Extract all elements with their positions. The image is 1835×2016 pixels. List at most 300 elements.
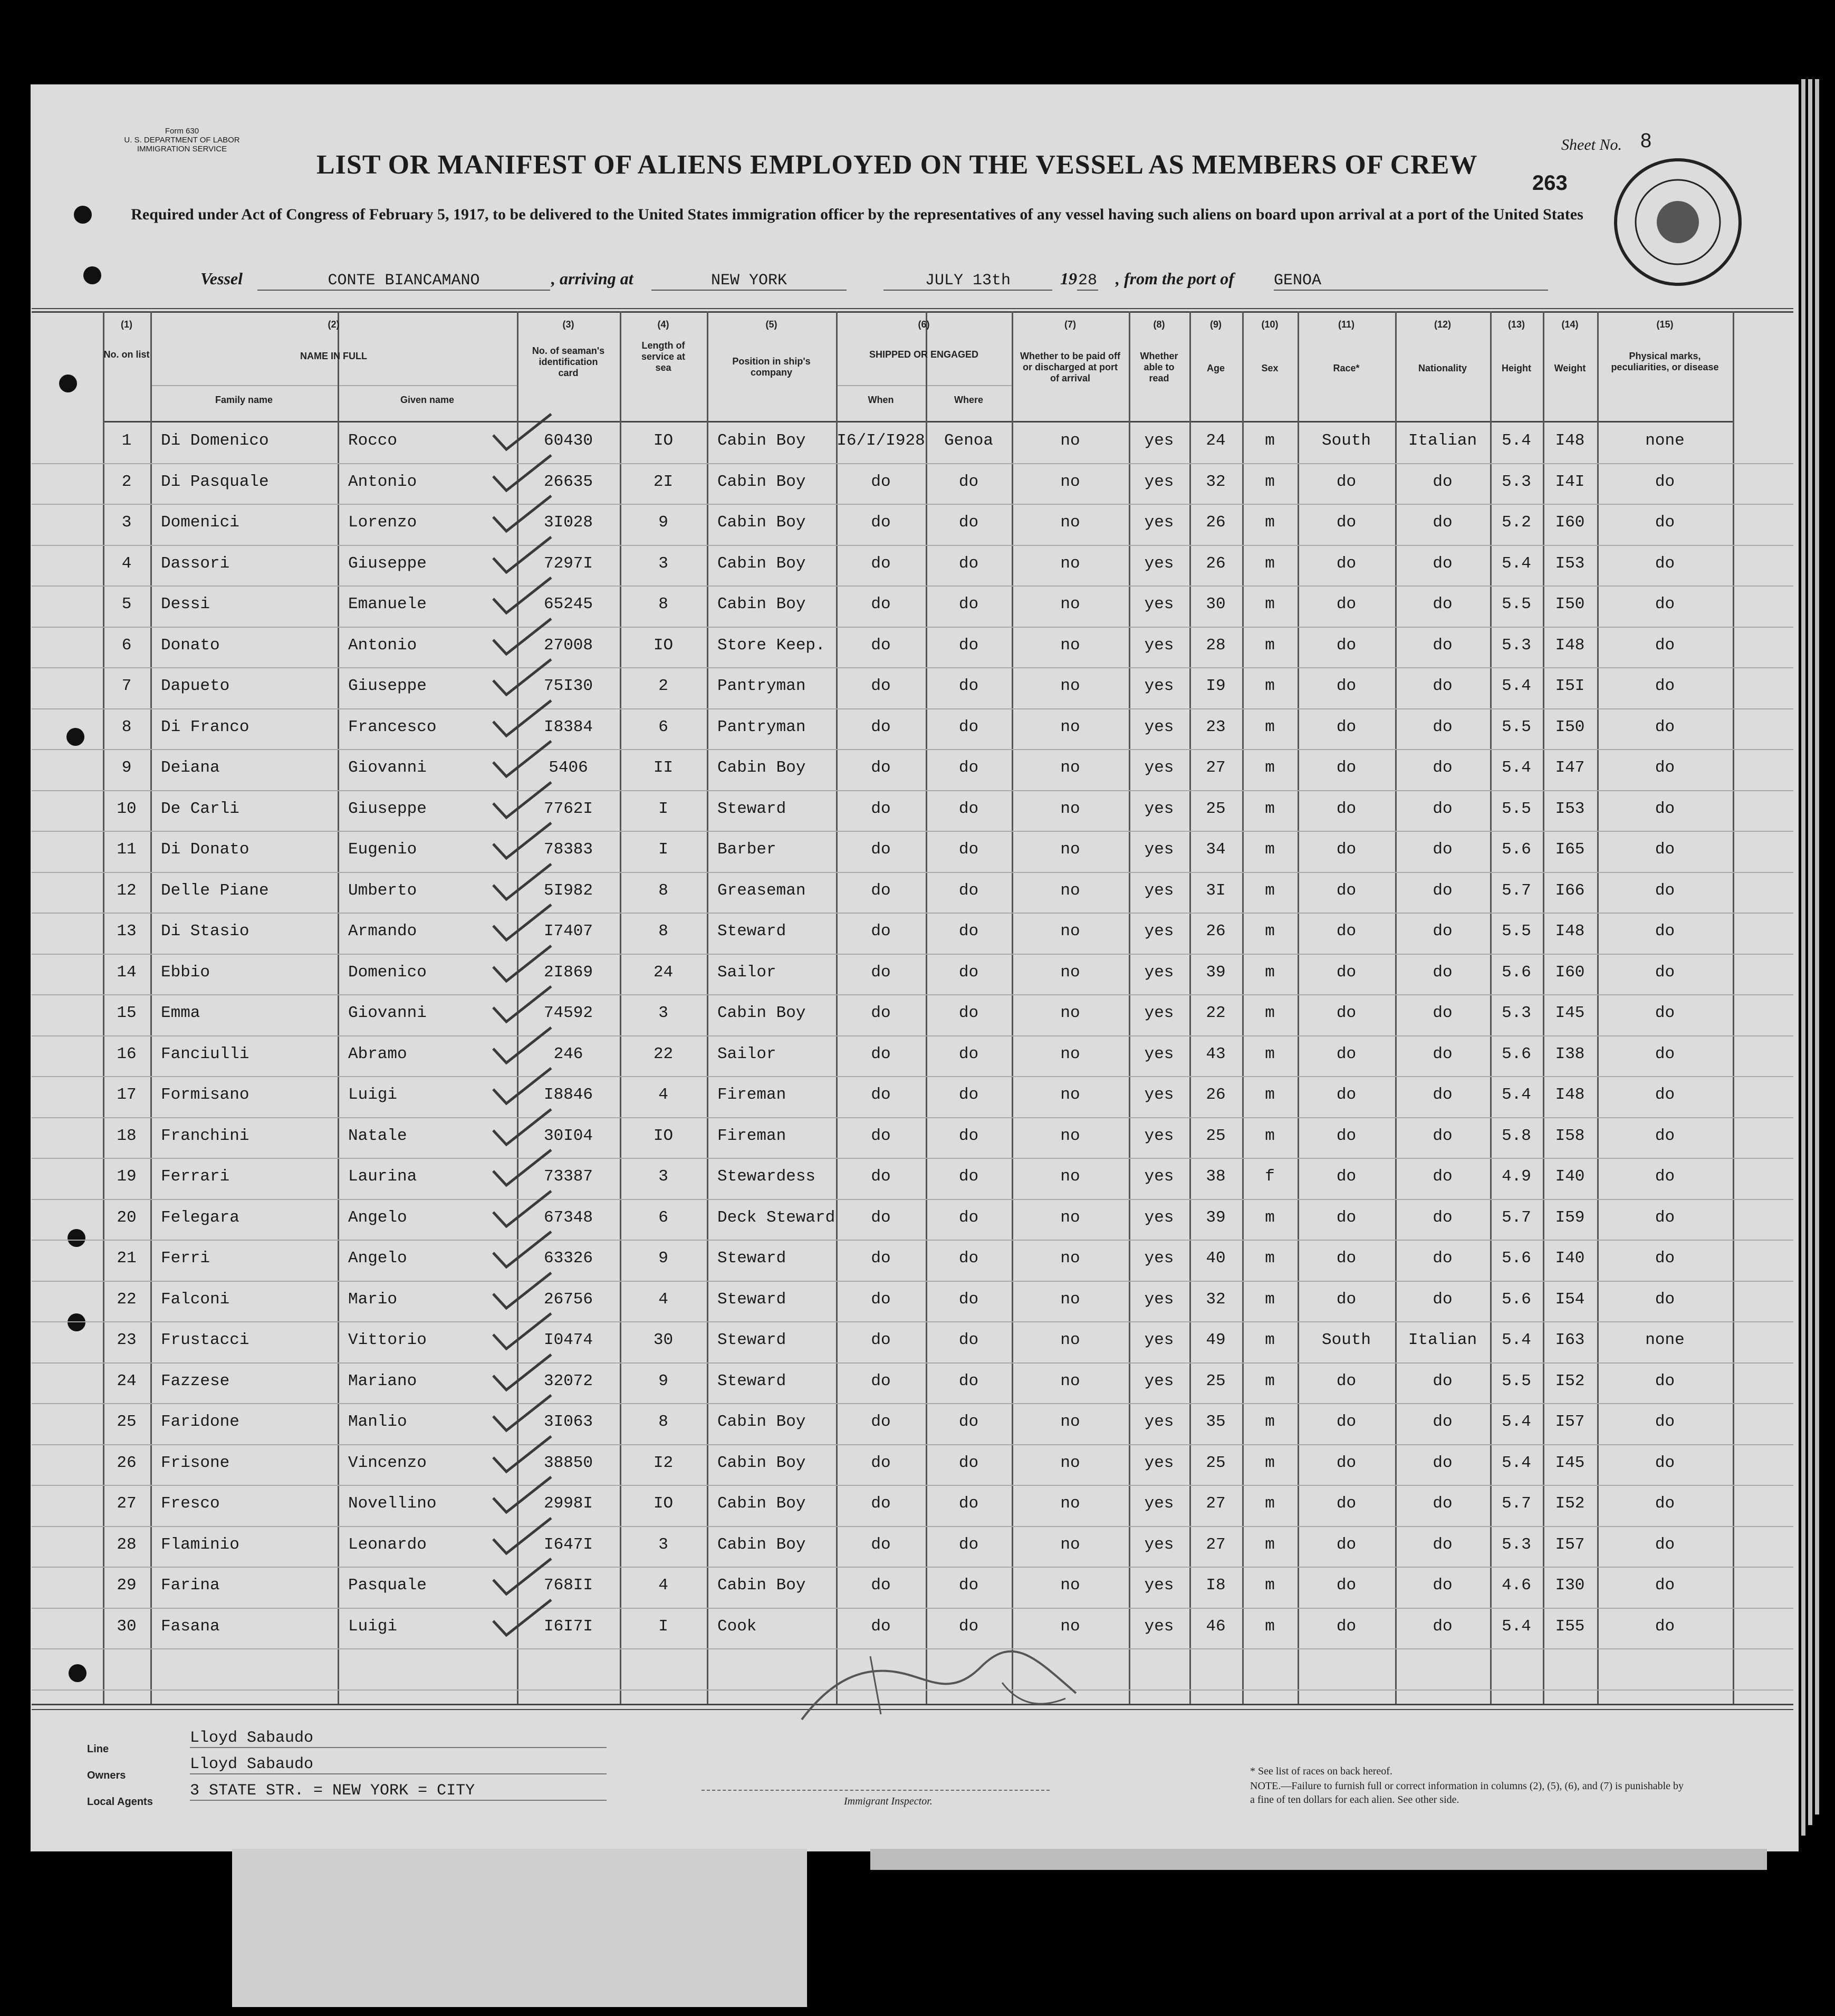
cell-position: Cabin Boy — [717, 595, 806, 613]
cell-given: Laurina — [348, 1167, 417, 1186]
binder-hole — [66, 728, 84, 746]
check-mark-icon — [491, 1107, 554, 1149]
cell-weight: I59 — [1555, 1208, 1585, 1227]
check-mark-icon — [491, 1311, 554, 1353]
cell-where: do — [958, 1126, 979, 1145]
cell-read: yes — [1144, 1413, 1174, 1431]
cell-service: 3 — [658, 554, 668, 573]
cell-paid: no — [1060, 1249, 1080, 1268]
cell-given: Luigi — [348, 1617, 398, 1636]
cell-weight: I50 — [1555, 595, 1585, 613]
cell-read: yes — [1144, 1617, 1174, 1636]
cell-when: I6/I/I928 — [837, 431, 925, 450]
cell-position: Pantryman — [717, 677, 806, 695]
check-mark-icon — [491, 902, 554, 944]
cell-service: 9 — [658, 1371, 668, 1390]
cell-service: I2 — [653, 1453, 674, 1472]
row-rule — [32, 1158, 1793, 1159]
cell-where: do — [958, 1331, 979, 1349]
cell-family: Ferrari — [161, 1167, 230, 1186]
cell-age: I8 — [1206, 1576, 1226, 1595]
paper-stub — [870, 1849, 1767, 1870]
cell-read: yes — [1144, 1331, 1174, 1349]
cell-race: do — [1336, 1576, 1357, 1595]
cell-height: 5.3 — [1502, 1535, 1531, 1554]
row-rule — [32, 1526, 1793, 1527]
header-when: When — [868, 395, 894, 405]
row-rule — [32, 1608, 1793, 1609]
cell-no: 3 — [121, 513, 132, 532]
cell-paid: no — [1060, 1617, 1080, 1636]
cell-height: 5.4 — [1502, 1413, 1531, 1431]
cell-read: yes — [1144, 1494, 1174, 1513]
column-number: (4) — [657, 319, 669, 330]
cell-weight: I58 — [1555, 1126, 1585, 1145]
cell-given: Antonio — [348, 636, 417, 655]
header-sex: Sex — [1261, 363, 1279, 373]
cell-paid: no — [1060, 1413, 1080, 1431]
column-number: (11) — [1338, 319, 1355, 330]
sheet-number-label: Sheet No. — [1561, 136, 1622, 153]
check-mark-icon — [491, 657, 554, 699]
cell-read: yes — [1144, 554, 1174, 573]
cell-weight: I57 — [1555, 1535, 1585, 1554]
cell-height: 5.6 — [1502, 1290, 1531, 1309]
cell-marks: do — [1655, 677, 1675, 695]
cell-marks: do — [1655, 1126, 1675, 1145]
cell-family: Ferri — [161, 1249, 210, 1268]
cell-height: 5.6 — [1502, 1044, 1531, 1063]
cell-where: do — [958, 1576, 979, 1595]
cell-nationality: do — [1433, 1576, 1453, 1595]
cell-service: I — [658, 1617, 668, 1636]
cell-read: yes — [1144, 677, 1174, 695]
cell-age: I9 — [1206, 677, 1226, 695]
cell-race: do — [1336, 717, 1357, 736]
cell-sex: m — [1265, 677, 1275, 695]
cell-nationality: do — [1433, 554, 1453, 573]
cell-card: 5406 — [549, 759, 588, 777]
cell-race: do — [1336, 513, 1357, 532]
cell-family: Franchini — [161, 1126, 249, 1145]
cell-weight: I4I — [1555, 472, 1585, 491]
cell-height: 5.2 — [1502, 513, 1531, 532]
cell-read: yes — [1144, 1290, 1174, 1309]
cell-nationality: do — [1433, 1249, 1453, 1268]
column-rule — [338, 385, 339, 1704]
stamp-number: 263 — [1532, 171, 1568, 195]
cell-paid: no — [1060, 595, 1080, 613]
header-race: Race* — [1333, 363, 1360, 373]
cell-sex: m — [1265, 554, 1275, 573]
cell-family: Di Stasio — [161, 922, 249, 940]
cell-card: 73387 — [543, 1167, 593, 1186]
cell-where: do — [958, 677, 979, 695]
cell-height: 5.4 — [1502, 1086, 1531, 1104]
cell-read: yes — [1144, 1249, 1174, 1268]
cell-no: 13 — [117, 922, 137, 940]
cell-position: Steward — [717, 799, 786, 818]
column-number: (2) — [328, 319, 340, 330]
cell-race: South — [1321, 1331, 1371, 1349]
cell-marks: do — [1655, 1044, 1675, 1063]
cell-position: Cabin Boy — [717, 1576, 806, 1595]
cell-card: 26756 — [543, 1290, 593, 1309]
cell-nationality: do — [1433, 1208, 1453, 1227]
cell-when: do — [871, 595, 891, 613]
cell-no: 10 — [117, 799, 137, 818]
cell-where: do — [958, 1208, 979, 1227]
cell-age: 38 — [1206, 1167, 1226, 1186]
cell-paid: no — [1060, 1331, 1080, 1349]
cell-age: 35 — [1206, 1413, 1226, 1431]
cell-sex: m — [1265, 759, 1275, 777]
cell-where: do — [958, 1004, 979, 1022]
cell-weight: I63 — [1555, 1331, 1585, 1349]
cell-marks: do — [1655, 717, 1675, 736]
check-mark-icon — [491, 534, 554, 577]
cell-race: do — [1336, 1413, 1357, 1431]
cell-card: 67348 — [543, 1208, 593, 1227]
cell-family: Fazzese — [161, 1371, 230, 1390]
column-number: (10) — [1261, 319, 1279, 330]
cell-no: 26 — [117, 1453, 137, 1472]
cell-position: Cabin Boy — [717, 1453, 806, 1472]
cell-service: 24 — [653, 963, 674, 982]
row-rule — [32, 504, 1793, 505]
check-mark-icon — [491, 1434, 554, 1476]
cell-when: do — [871, 1208, 891, 1227]
cell-no: 27 — [117, 1494, 137, 1513]
row-rule — [32, 749, 1793, 750]
cell-no: 24 — [117, 1371, 137, 1390]
cell-paid: no — [1060, 1453, 1080, 1472]
cell-card: 32072 — [543, 1371, 593, 1390]
cell-service: 6 — [658, 717, 668, 736]
cell-family: Frisone — [161, 1453, 230, 1472]
cell-family: Flaminio — [161, 1535, 239, 1554]
cell-service: 22 — [653, 1044, 674, 1063]
cell-no: 7 — [121, 677, 132, 695]
cell-weight: I48 — [1555, 1086, 1585, 1104]
row-rule — [32, 954, 1793, 955]
cell-service: IO — [653, 1494, 674, 1513]
cell-marks: do — [1655, 881, 1675, 900]
cell-nationality: do — [1433, 1371, 1453, 1390]
cell-marks: none — [1645, 1331, 1685, 1349]
cell-nationality: do — [1433, 1290, 1453, 1309]
cell-sex: m — [1265, 1126, 1275, 1145]
cell-given: Emanuele — [348, 595, 427, 613]
cell-service: 6 — [658, 1208, 668, 1227]
cell-service: 4 — [658, 1290, 668, 1309]
cell-height: 5.3 — [1502, 636, 1531, 655]
cell-card: I8384 — [543, 717, 593, 736]
cell-nationality: do — [1433, 1494, 1453, 1513]
cell-nationality: do — [1433, 1167, 1453, 1186]
cell-card: 65245 — [543, 595, 593, 613]
cell-age: 26 — [1206, 513, 1226, 532]
cell-age: 23 — [1206, 717, 1226, 736]
cell-race: do — [1336, 554, 1357, 573]
cell-paid: no — [1060, 1535, 1080, 1554]
header-able-to-read: Whether able to read — [1140, 351, 1178, 383]
cell-service: 2 — [658, 677, 668, 695]
cell-family: Fresco — [161, 1494, 220, 1513]
cell-service: 2I — [653, 472, 674, 491]
cell-marks: do — [1655, 759, 1675, 777]
cell-card: 246 — [553, 1044, 583, 1063]
cell-paid: no — [1060, 799, 1080, 818]
cell-where: do — [958, 881, 979, 900]
column-number: (6) — [918, 319, 930, 330]
cell-sex: m — [1265, 1535, 1275, 1554]
cell-position: Pantryman — [717, 717, 806, 736]
cell-marks: do — [1655, 636, 1675, 655]
row-rule — [32, 913, 1793, 914]
cell-height: 5.4 — [1502, 677, 1531, 695]
cell-when: do — [871, 963, 891, 982]
header-nationality: Nationality — [1418, 363, 1467, 373]
cell-weight: I48 — [1555, 636, 1585, 655]
cell-read: yes — [1144, 431, 1174, 450]
cell-race: do — [1336, 1208, 1357, 1227]
cell-family: Domenici — [161, 513, 239, 532]
cell-age: 32 — [1206, 472, 1226, 491]
cell-given: Natale — [348, 1126, 407, 1145]
inspector-signature-line — [702, 1790, 1050, 1791]
cell-card: 2998I — [543, 1494, 593, 1513]
cell-sex: m — [1265, 513, 1275, 532]
cell-paid: no — [1060, 431, 1080, 450]
cell-position: Stewardess — [717, 1167, 816, 1186]
cell-read: yes — [1144, 1576, 1174, 1595]
agents-value: 3 STATE STR. = NEW YORK = CITY — [190, 1782, 607, 1801]
cell-nationality: do — [1433, 1086, 1453, 1104]
cell-card: 3I028 — [543, 513, 593, 532]
cell-height: 5.4 — [1502, 1453, 1531, 1472]
cell-height: 5.3 — [1502, 472, 1531, 491]
cell-card: 60430 — [543, 431, 593, 450]
cell-height: 5.7 — [1502, 1494, 1531, 1513]
header-position: Position in ship's company — [732, 356, 811, 378]
cell-where: do — [958, 717, 979, 736]
cell-no: 8 — [121, 717, 132, 736]
cell-family: Fanciulli — [161, 1044, 249, 1063]
header-given-name: Given name — [400, 395, 455, 405]
cell-card: 78383 — [543, 840, 593, 859]
check-mark-icon — [491, 1065, 554, 1108]
cell-weight: I40 — [1555, 1167, 1585, 1186]
cell-weight: I47 — [1555, 759, 1585, 777]
cell-sex: m — [1265, 799, 1275, 818]
cell-card: I7407 — [543, 922, 593, 940]
cell-weight: I48 — [1555, 431, 1585, 450]
cell-given: Giuseppe — [348, 677, 427, 695]
cell-position: Steward — [717, 1249, 786, 1268]
cell-given: Angelo — [348, 1249, 407, 1268]
binder-hole — [69, 1664, 87, 1682]
cell-sex: m — [1265, 1494, 1275, 1513]
cell-read: yes — [1144, 963, 1174, 982]
cell-sex: m — [1265, 472, 1275, 491]
cell-when: do — [871, 881, 891, 900]
department-name: U. S. DEPARTMENT OF LABOR — [124, 136, 240, 145]
cell-when: do — [871, 1249, 891, 1268]
cell-age: 34 — [1206, 840, 1226, 859]
check-mark-icon — [491, 1188, 554, 1231]
cell-family: Dapueto — [161, 677, 230, 695]
cell-height: 5.6 — [1502, 1249, 1531, 1268]
cell-given: Giuseppe — [348, 554, 427, 573]
cell-family: Emma — [161, 1004, 200, 1022]
vessel-label: Vessel — [200, 269, 243, 288]
cell-paid: no — [1060, 922, 1080, 940]
column-number: (13) — [1507, 319, 1525, 330]
cell-sex: m — [1265, 1249, 1275, 1268]
cell-card: 75I30 — [543, 677, 593, 695]
cell-family: Faridone — [161, 1413, 239, 1431]
column-number: (9) — [1210, 319, 1222, 330]
page-edge — [1801, 79, 1805, 1836]
cell-marks: do — [1655, 840, 1675, 859]
cell-age: 24 — [1206, 431, 1226, 450]
form-id — [121, 127, 243, 153]
cell-where: Genoa — [944, 431, 993, 450]
column-number: (8) — [1153, 319, 1165, 330]
table-top-rule — [32, 311, 1793, 313]
cell-given: Mario — [348, 1290, 398, 1309]
cell-paid: no — [1060, 1044, 1080, 1063]
cell-no: 22 — [117, 1290, 137, 1309]
cell-given: Giovanni — [348, 1004, 427, 1022]
row-rule — [32, 1281, 1793, 1282]
cell-card: 26635 — [543, 472, 593, 491]
cell-nationality: do — [1433, 513, 1453, 532]
column-rule — [1733, 311, 1734, 1704]
cell-position: Cabin Boy — [717, 1535, 806, 1554]
header-weight: Weight — [1554, 363, 1586, 373]
cell-card: 38850 — [543, 1453, 593, 1472]
cell-where: do — [958, 1413, 979, 1431]
cell-nationality: do — [1433, 799, 1453, 818]
cell-where: do — [958, 1249, 979, 1268]
cell-where: do — [958, 1044, 979, 1063]
cell-age: 32 — [1206, 1290, 1226, 1309]
cell-given: Novellino — [348, 1494, 437, 1513]
cell-paid: no — [1060, 1371, 1080, 1390]
cell-race: do — [1336, 1086, 1357, 1104]
cell-family: Deiana — [161, 759, 220, 777]
cell-weight: I57 — [1555, 1413, 1585, 1431]
cell-height: 5.7 — [1502, 881, 1531, 900]
cell-no: 25 — [117, 1413, 137, 1431]
cell-family: Di Domenico — [161, 431, 269, 450]
cell-age: 25 — [1206, 1126, 1226, 1145]
cell-read: yes — [1144, 1044, 1174, 1063]
header-bottom-rule — [103, 421, 1733, 423]
owners-label: Owners — [87, 1770, 126, 1781]
cell-height: 5.8 — [1502, 1126, 1531, 1145]
cell-paid: no — [1060, 1576, 1080, 1595]
cell-service: I — [658, 840, 668, 859]
cell-weight: I60 — [1555, 963, 1585, 982]
cell-paid: no — [1060, 1086, 1080, 1104]
cell-paid: no — [1060, 677, 1080, 695]
cell-nationality: do — [1433, 1413, 1453, 1431]
cell-marks: do — [1655, 1535, 1675, 1554]
binder-hole — [74, 206, 92, 224]
check-mark-icon — [491, 575, 554, 617]
cell-service: 8 — [658, 922, 668, 940]
cell-no: 1 — [121, 431, 132, 450]
cell-age: 27 — [1206, 1494, 1226, 1513]
binder-hole — [68, 1313, 85, 1331]
cell-position: Greaseman — [717, 881, 806, 900]
cell-age: 39 — [1206, 963, 1226, 982]
cell-sex: m — [1265, 1044, 1275, 1063]
check-mark-icon — [491, 1352, 554, 1394]
cell-card: I6I7I — [543, 1617, 593, 1636]
cell-marks: do — [1655, 554, 1675, 573]
cell-given: Luigi — [348, 1086, 398, 1104]
cell-marks: do — [1655, 1494, 1675, 1513]
cell-where: do — [958, 1535, 979, 1554]
cell-marks: do — [1655, 595, 1675, 613]
row-rule — [32, 831, 1793, 832]
header-physical-marks: Physical marks, peculiarities, or disease — [1611, 351, 1719, 372]
cell-read: yes — [1144, 881, 1174, 900]
cell-race: do — [1336, 1126, 1357, 1145]
check-mark-icon — [491, 616, 554, 658]
cell-height: 4.6 — [1502, 1576, 1531, 1595]
cell-race: do — [1336, 472, 1357, 491]
cell-position: Sailor — [717, 1044, 776, 1063]
cell-where: do — [958, 636, 979, 655]
cell-position: Cabin Boy — [717, 1494, 806, 1513]
cell-marks: do — [1655, 922, 1675, 940]
column-number: (5) — [765, 319, 777, 330]
cell-nationality: do — [1433, 1004, 1453, 1022]
check-mark-icon — [491, 1474, 554, 1516]
cell-no: 18 — [117, 1126, 137, 1145]
check-mark-icon — [491, 1597, 554, 1639]
header-paid-off: Whether to be paid off or discharged at port of arrival — [1020, 351, 1120, 383]
cell-service: 3 — [658, 1535, 668, 1554]
cell-family: Felegara — [161, 1208, 239, 1227]
row-rule — [32, 667, 1793, 668]
consulate-seal-stamp — [1614, 158, 1742, 286]
document-title: LIST OR MANIFEST OF ALIENS EMPLOYED ON THE VESSEL AS MEMBERS OF CREW — [316, 150, 1478, 180]
cell-position: Deck Steward — [717, 1208, 835, 1227]
cell-sex: m — [1265, 636, 1275, 655]
check-mark-icon — [491, 1025, 554, 1067]
cell-nationality: do — [1433, 1617, 1453, 1636]
cell-nationality: do — [1433, 595, 1453, 613]
column-number: (3) — [562, 319, 574, 330]
cell-weight: I55 — [1555, 1617, 1585, 1636]
cell-no: 19 — [117, 1167, 137, 1186]
cell-nationality: Italian — [1408, 431, 1477, 450]
cell-weight: I40 — [1555, 1249, 1585, 1268]
cell-age: 28 — [1206, 636, 1226, 655]
column-rule — [150, 311, 152, 1704]
cell-position: Fireman — [717, 1126, 786, 1145]
cell-given: Eugenio — [348, 840, 417, 859]
row-rule — [32, 1240, 1793, 1241]
cell-paid: no — [1060, 636, 1080, 655]
cell-where: do — [958, 1167, 979, 1186]
